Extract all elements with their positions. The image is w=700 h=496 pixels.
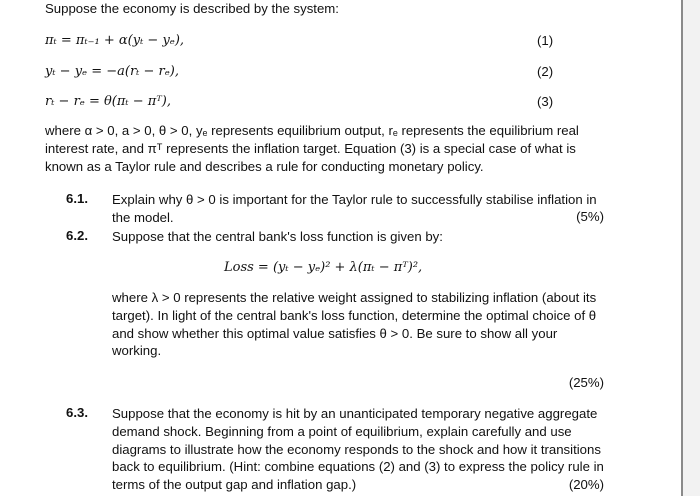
definitions-paragraph: where α > 0, a > 0, θ > 0, yₑ represents equilibrium output, rₑ represents the equilibrium real interest rate, and πᵀ represents the inflation target. Equation (3) is a special case of what is known as a Taylor rule and describes a rule for conducting monetary policy. <box>45 123 579 175</box>
question-6-3-text: Suppose that the economy is hit by an unanticipated temporary negative aggregate demand shock. Beginning from a point of equilibrium, explain carefully and use diagrams to illustrate how the economy responds to the shock and how it transitions back to equilibrium. (Hint: combine equations (2) and (3) to express the policy rule in terms of the output gap and inflation gap.) <box>112 406 604 493</box>
equation-2: yₜ − yₑ = −a(rₜ − rₑ), <box>45 64 179 79</box>
intro-text: Suppose the economy is described by the system: <box>45 1 339 16</box>
equation-1-number: (1) <box>537 33 554 48</box>
question-6-2-marks: (25%) <box>568 375 604 390</box>
equation-3-number: (3) <box>537 94 554 109</box>
question-6-3-marks: (20%) <box>568 477 604 492</box>
question-6-3-number: 6.3. <box>66 405 88 420</box>
question-6-1-text: Explain why θ > 0 is important for the Taylor rule to successfully stabilise inflation in the model. <box>112 192 597 225</box>
question-6-1-marks: (5%) <box>576 209 604 224</box>
loss-function-equation: Loss = (yₜ − yₑ)² + λ(πₜ − πᵀ)², <box>224 260 423 275</box>
equation-1: πₜ = πₜ₋₁ + α(yₜ − yₑ), <box>45 33 185 48</box>
question-6-2-continuation: where λ > 0 represents the relative weight assigned to stabilizing inflation (about its target). In light of the central bank's loss function, determine the optimal choice of θ and show whether this optimal value satisfies θ > 0. Be sure to show all your working. <box>112 290 597 359</box>
question-6-1-number: 6.1. <box>66 191 88 206</box>
question-6-2-number: 6.2. <box>66 228 88 243</box>
equation-3: rₜ − rₑ = θ(πₜ − πᵀ), <box>45 94 171 109</box>
equation-2-number: (2) <box>537 64 554 79</box>
page-margin-shade <box>683 0 700 496</box>
question-6-2-text: Suppose that the central bank's loss function is given by: <box>112 229 443 244</box>
